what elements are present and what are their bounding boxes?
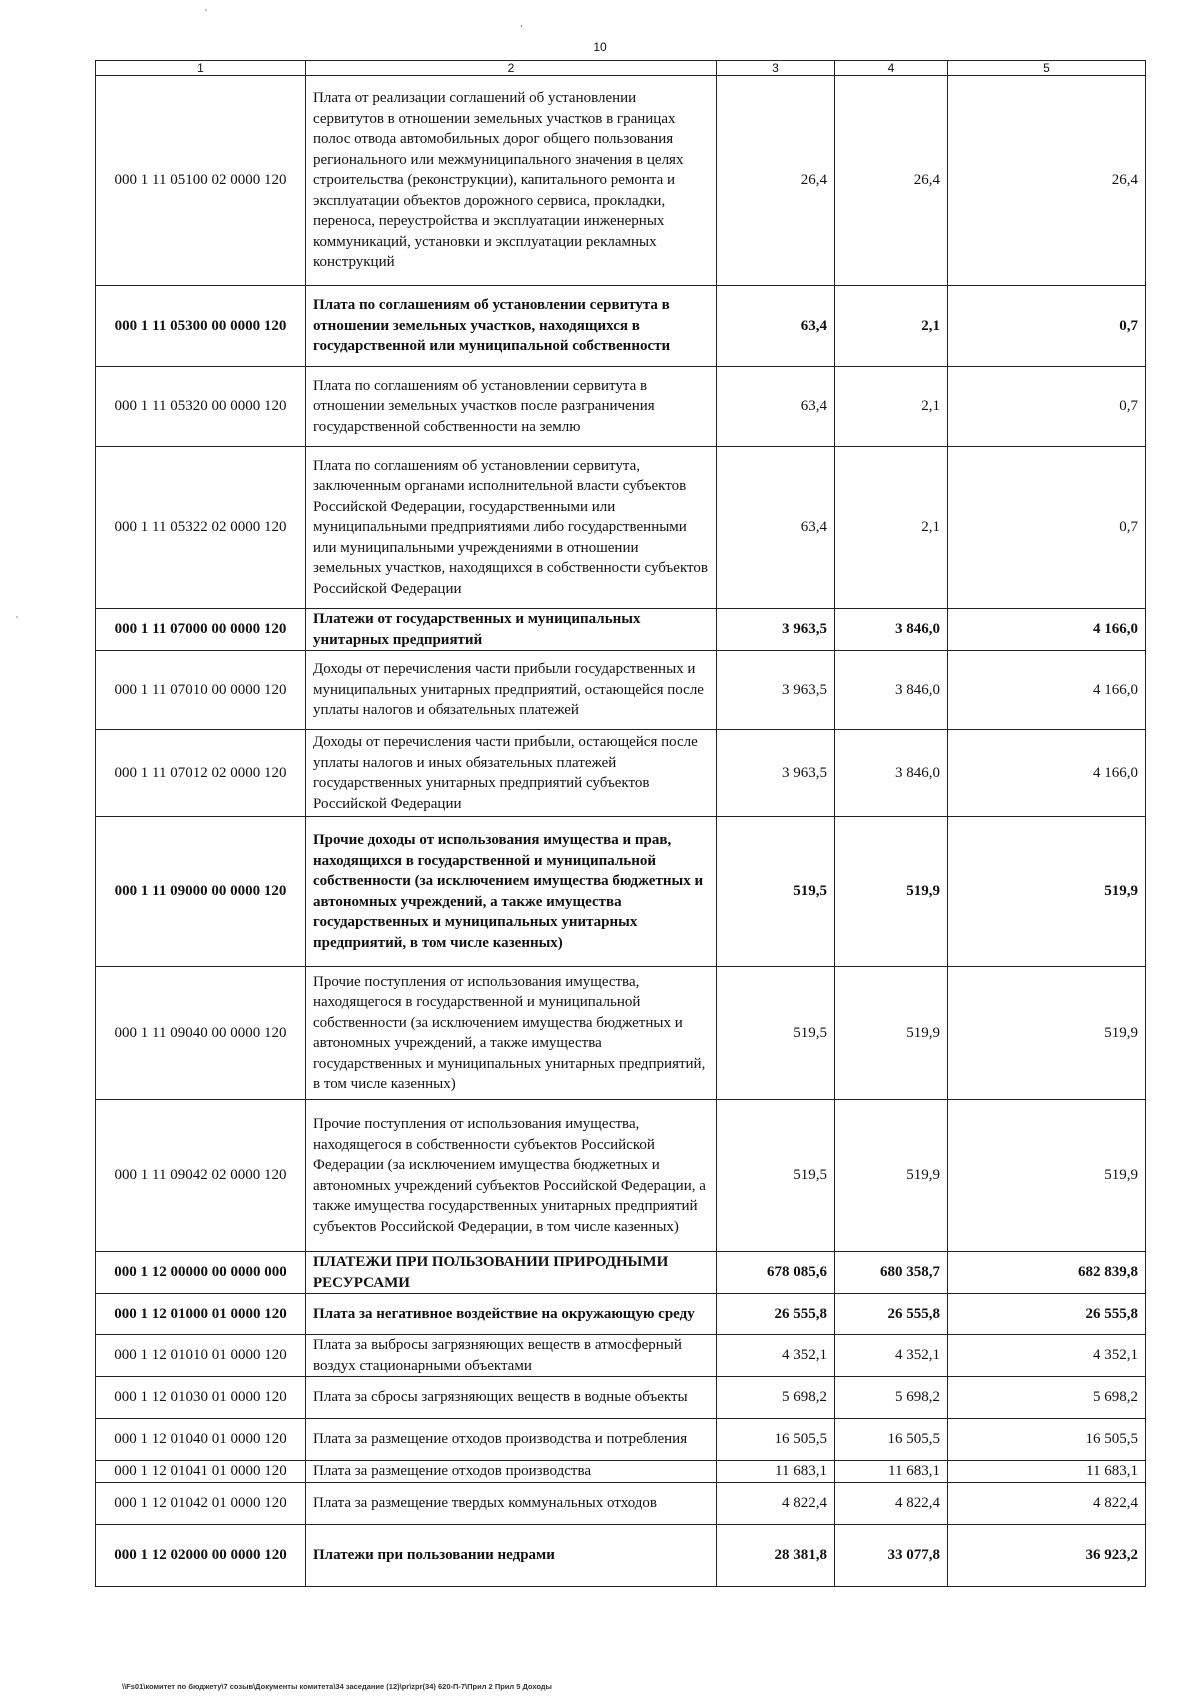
income-name: Прочие поступления от использования имущества, находящегося в собственности субъектов Российской Федерации (за исключением имущества бюджетных и автономных учреждений субъектов Российской Федерации, а также имущества государственных унитарных предприятий субъектов Российской Федерации, в том числе казенных) <box>306 1100 717 1252</box>
value-col5: 519,9 <box>948 817 1146 967</box>
value-col3: 4 822,4 <box>717 1482 835 1524</box>
table-row <box>96 1294 1146 1335</box>
budget-code: 000 1 11 05100 02 0000 120 <box>96 76 306 286</box>
income-name: Плата от реализации соглашений об установлении сервитутов в отношении земельных участков в границах полос отвода автомобильных дорог общего пользования регионального или межмуниципального значения в целях строительства (реконструкции), капитального ремонта и эксплуатации объектов дорожного сервиса, прокладки, переноса, переустройства и эксплуатации инженерных коммуникаций, установки и эксплуатации рекламных конструкций <box>306 76 717 286</box>
table-row <box>96 1524 1146 1586</box>
value-col5: 36 923,2 <box>948 1524 1146 1586</box>
value-col4: 2,1 <box>835 367 948 447</box>
value-col3: 3 963,5 <box>717 651 835 730</box>
income-name: Плата за размещение отходов производства <box>306 1461 717 1483</box>
table-row <box>96 1377 1146 1419</box>
income-name: Плата за размещение отходов производства и потребления <box>306 1419 717 1461</box>
value-col3: 26,4 <box>717 76 835 286</box>
income-name: Платежи при пользовании недрами <box>306 1524 717 1586</box>
value-col4: 3 846,0 <box>835 651 948 730</box>
scan-speck: , <box>520 18 523 29</box>
value-col5: 4 166,0 <box>948 730 1146 817</box>
table-row <box>96 1100 1146 1252</box>
value-col4: 26 555,8 <box>835 1294 948 1335</box>
budget-code: 000 1 11 09042 02 0000 120 <box>96 1100 306 1252</box>
value-col3: 28 381,8 <box>717 1524 835 1586</box>
table-row <box>96 730 1146 817</box>
budget-code: 000 1 12 01040 01 0000 120 <box>96 1419 306 1461</box>
revenue-table <box>95 60 1146 1587</box>
value-col4: 2,1 <box>835 286 948 367</box>
value-col3: 519,5 <box>717 817 835 967</box>
value-col3: 3 963,5 <box>717 609 835 651</box>
value-col3: 11 683,1 <box>717 1461 835 1483</box>
scan-speck: ' <box>16 615 18 626</box>
value-col5: 26,4 <box>948 76 1146 286</box>
income-name: Плата по соглашениям об установлении сервитута в отношении земельных участков, находящихся в государственной или муниципальной собственности <box>306 286 717 367</box>
income-name: Платежи от государственных и муниципальных унитарных предприятий <box>306 609 717 651</box>
table-row <box>96 1419 1146 1461</box>
value-col4: 4 352,1 <box>835 1335 948 1377</box>
value-col4: 519,9 <box>835 967 948 1100</box>
column-number: 4 <box>835 61 948 76</box>
income-name: Доходы от перечисления части прибыли, остающейся после уплаты налогов и иных обязательных платежей государственных унитарных предприятий субъектов Российской Федерации <box>306 730 717 817</box>
value-col3: 519,5 <box>717 1100 835 1252</box>
income-name: Плата за размещение твердых коммунальных отходов <box>306 1482 717 1524</box>
budget-code: 000 1 12 02000 00 0000 120 <box>96 1524 306 1586</box>
value-col3: 5 698,2 <box>717 1377 835 1419</box>
budget-code: 000 1 12 01042 01 0000 120 <box>96 1482 306 1524</box>
value-col3: 26 555,8 <box>717 1294 835 1335</box>
value-col5: 0,7 <box>948 286 1146 367</box>
value-col5: 4 352,1 <box>948 1335 1146 1377</box>
value-col3: 4 352,1 <box>717 1335 835 1377</box>
table-row <box>96 817 1146 967</box>
income-name: Плата по соглашениям об установлении сервитута, заключенным органами исполнительной власти субъектов Российской Федерации, государственными или муниципальными предприятиями либо государственными или муниципальными учреждениями в отношении земельных участков, находящихся в собственности субъектов Российской Федерации <box>306 447 717 609</box>
table-row <box>96 286 1146 367</box>
value-col4: 2,1 <box>835 447 948 609</box>
column-number: 3 <box>717 61 835 76</box>
table-row <box>96 447 1146 609</box>
value-col4: 3 846,0 <box>835 609 948 651</box>
value-col5: 26 555,8 <box>948 1294 1146 1335</box>
column-number: 2 <box>306 61 717 76</box>
value-col3: 63,4 <box>717 286 835 367</box>
column-number-row <box>96 61 1146 76</box>
value-col5: 4 822,4 <box>948 1482 1146 1524</box>
table-row <box>96 1252 1146 1294</box>
value-col4: 4 822,4 <box>835 1482 948 1524</box>
value-col4: 33 077,8 <box>835 1524 948 1586</box>
budget-code: 000 1 12 01030 01 0000 120 <box>96 1377 306 1419</box>
income-name: Прочие поступления от использования имущества, находящегося в государственной и муниципальной собственности (за исключением имущества бюджетных и автономных учреждений, а также имущества государственных и муниципальных унитарных предприятий, в том числе казенных) <box>306 967 717 1100</box>
budget-code: 000 1 12 00000 00 0000 000 <box>96 1252 306 1294</box>
value-col3: 519,5 <box>717 967 835 1100</box>
value-col4: 519,9 <box>835 817 948 967</box>
budget-code: 000 1 11 07012 02 0000 120 <box>96 730 306 817</box>
value-col4: 16 505,5 <box>835 1419 948 1461</box>
budget-code: 000 1 11 09000 00 0000 120 <box>96 817 306 967</box>
income-name: Прочие доходы от использования имущества и прав, находящихся в государственной и муниципальной собственности (за исключением имущества бюджетных и автономных учреждений, а также имущества государственных и муниципальных унитарных предприятий, в том числе казенных) <box>306 817 717 967</box>
income-name: Плата за сбросы загрязняющих веществ в водные объекты <box>306 1377 717 1419</box>
budget-code: 000 1 11 05320 00 0000 120 <box>96 367 306 447</box>
file-path-footer: \\Fs01\комитет по бюджету\7 созыв\Документы комитета\34 заседание (12)\pr\zpr(34) 620-П-7\Прил 2 Прил 5 Доходы <box>122 1682 552 1691</box>
value-col4: 5 698,2 <box>835 1377 948 1419</box>
value-col5: 16 505,5 <box>948 1419 1146 1461</box>
value-col4: 3 846,0 <box>835 730 948 817</box>
column-number: 1 <box>96 61 306 76</box>
budget-code: 000 1 11 07010 00 0000 120 <box>96 651 306 730</box>
value-col3: 16 505,5 <box>717 1419 835 1461</box>
table-row <box>96 1335 1146 1377</box>
budget-code: 000 1 12 01010 01 0000 120 <box>96 1335 306 1377</box>
table-row <box>96 76 1146 286</box>
value-col3: 63,4 <box>717 367 835 447</box>
budget-code: 000 1 11 05322 02 0000 120 <box>96 447 306 609</box>
value-col4: 680 358,7 <box>835 1252 948 1294</box>
income-name: Плата за негативное воздействие на окружающую среду <box>306 1294 717 1335</box>
column-number: 5 <box>948 61 1146 76</box>
value-col3: 3 963,5 <box>717 730 835 817</box>
value-col5: 519,9 <box>948 1100 1146 1252</box>
value-col5: 4 166,0 <box>948 651 1146 730</box>
table-row <box>96 651 1146 730</box>
table-row <box>96 967 1146 1100</box>
table-row <box>96 367 1146 447</box>
table-row <box>96 1461 1146 1483</box>
table-row <box>96 609 1146 651</box>
value-col5: 0,7 <box>948 447 1146 609</box>
value-col5: 682 839,8 <box>948 1252 1146 1294</box>
income-name: ПЛАТЕЖИ ПРИ ПОЛЬЗОВАНИИ ПРИРОДНЫМИ РЕСУРСАМИ <box>306 1252 717 1294</box>
value-col4: 26,4 <box>835 76 948 286</box>
value-col5: 11 683,1 <box>948 1461 1146 1483</box>
table-row <box>96 1482 1146 1524</box>
value-col4: 11 683,1 <box>835 1461 948 1483</box>
value-col5: 0,7 <box>948 367 1146 447</box>
value-col5: 519,9 <box>948 967 1146 1100</box>
value-col4: 519,9 <box>835 1100 948 1252</box>
income-name: Доходы от перечисления части прибыли государственных и муниципальных унитарных предприятий, остающейся после уплаты налогов и обязательных платежей <box>306 651 717 730</box>
budget-code: 000 1 11 05300 00 0000 120 <box>96 286 306 367</box>
budget-code: 000 1 12 01041 01 0000 120 <box>96 1461 306 1483</box>
budget-code: 000 1 11 07000 00 0000 120 <box>96 609 306 651</box>
page-number: 10 <box>593 40 607 54</box>
value-col5: 5 698,2 <box>948 1377 1146 1419</box>
budget-code: 000 1 11 09040 00 0000 120 <box>96 967 306 1100</box>
income-name: Плата по соглашениям об установлении сервитута в отношении земельных участков после разграничения государственной собственности на землю <box>306 367 717 447</box>
value-col3: 678 085,6 <box>717 1252 835 1294</box>
budget-code: 000 1 12 01000 01 0000 120 <box>96 1294 306 1335</box>
value-col3: 63,4 <box>717 447 835 609</box>
value-col5: 4 166,0 <box>948 609 1146 651</box>
scan-speck: ' <box>205 8 207 19</box>
income-name: Плата за выбросы загрязняющих веществ в атмосферный воздух стационарными объектами <box>306 1335 717 1377</box>
